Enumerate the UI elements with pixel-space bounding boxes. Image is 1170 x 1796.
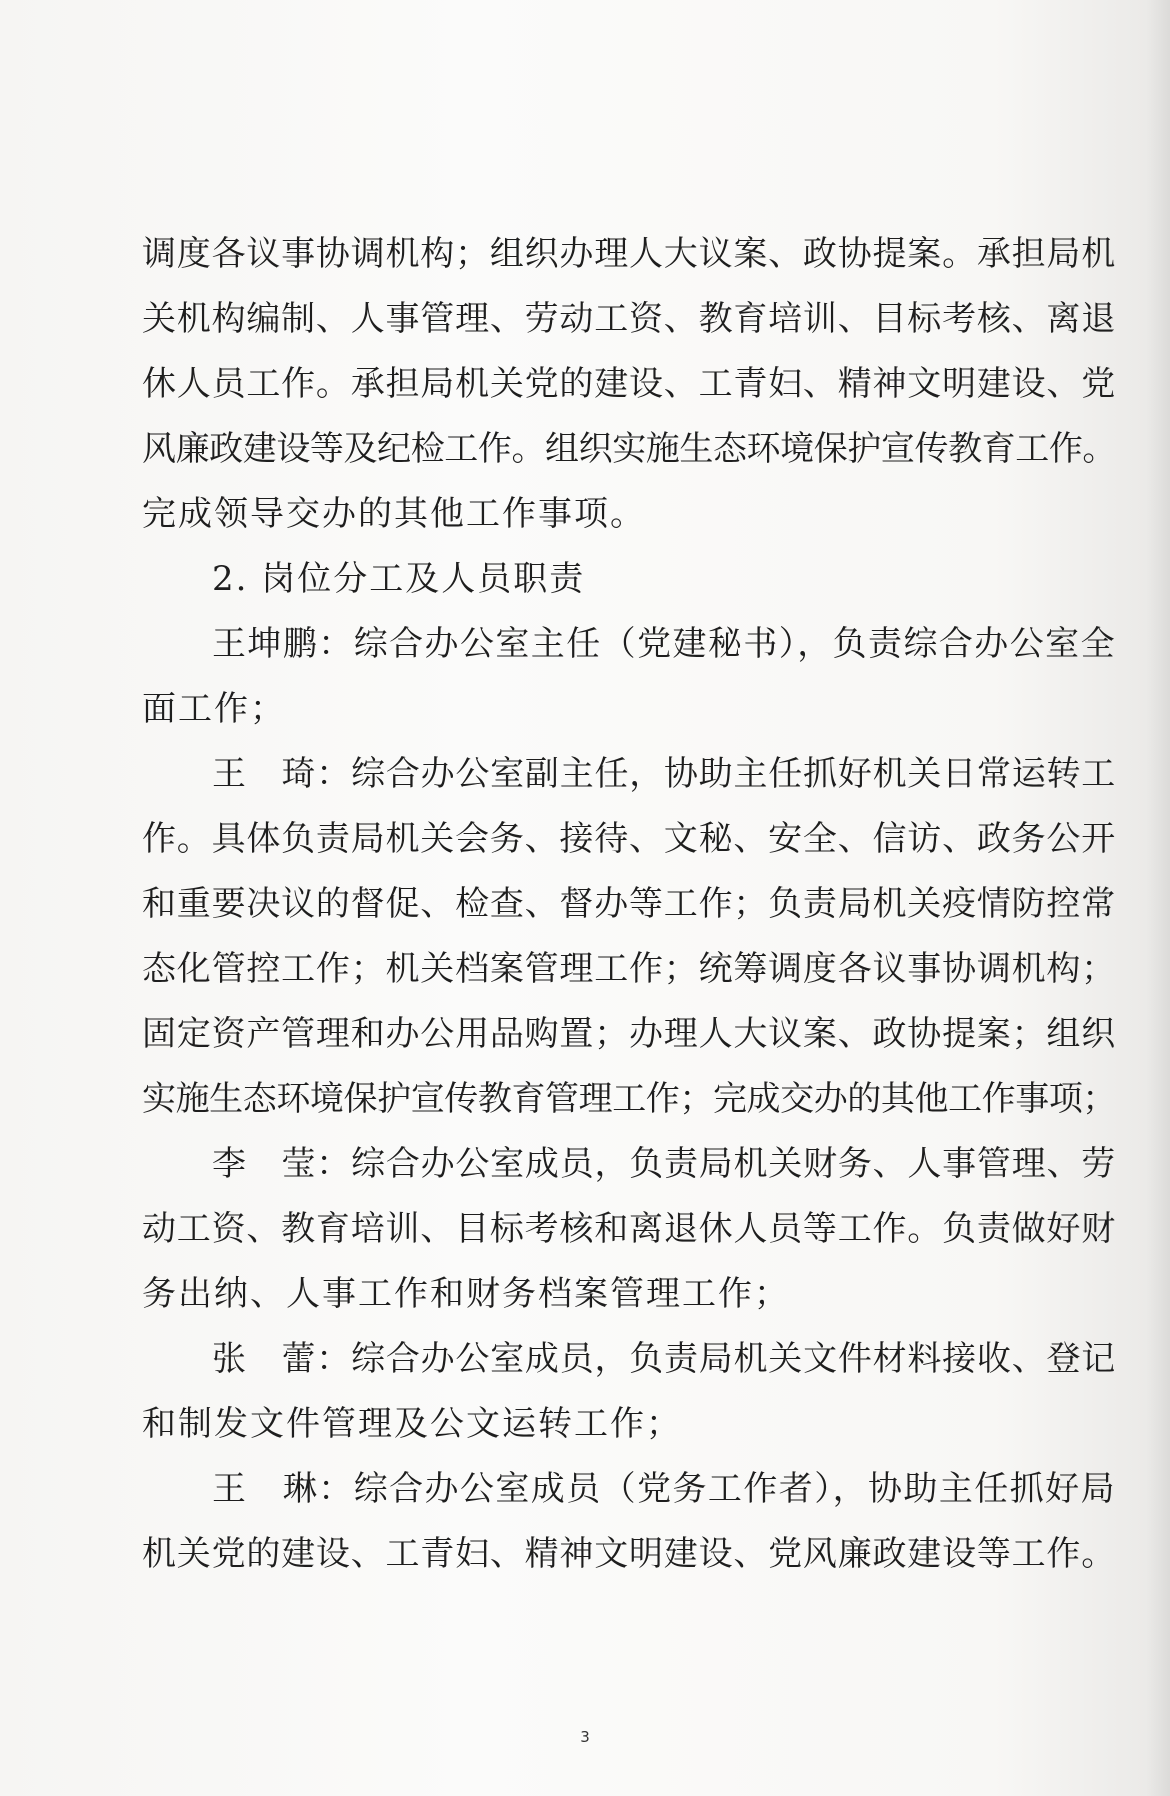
text-line: 务出纳、人事工作和财务档案管理工作； [142,1274,790,1314]
text-line: 态化管控工作；机关档案管理工作；统筹调度各议事协调机构； [142,949,1116,989]
text-line: 休人员工作。承担局机关党的建设、工青妇、精神文明建设、党 [142,364,1116,404]
text-line: 机关党的建设、工青妇、精神文明建设、党风廉政建设等工作。 [142,1534,1116,1574]
section-heading [142,547,1116,612]
text-line: 关机构编制、人事管理、劳动工资、教育培训、目标考核、离退 [142,299,1116,339]
duty-zhang-lei [142,1327,1116,1457]
text-line: 和制发文件管理及公文运转工作； [142,1404,682,1444]
text-line: 李 莹：综合办公室成员，负责局机关财务、人事管理、劳 [212,1144,1116,1184]
text-line: 和重要决议的督促、检查、督办等工作；负责局机关疫情防控常 [142,884,1116,924]
page-number: 3 [580,1728,590,1746]
text-line: 实施生态环境保护宣传教育管理工作；完成交办的其他工作事项； [142,1079,1116,1119]
text-line: 张 蕾：综合办公室成员，负责局机关文件材料接收、登记 [212,1339,1116,1379]
text-line: 完成领导交办的其他工作事项。 [142,494,646,534]
text-line: 面工作； [142,689,286,729]
text-line: 风廉政建设等及纪检工作。组织实施生态环境保护宣传教育工作。 [142,429,1116,469]
heading-text: 2. 岗位分工及人员职责 [212,559,586,599]
duty-wang-lin [142,1457,1116,1587]
text-line: 作。具体负责局机关会务、接待、文秘、安全、信访、政务公开 [142,819,1116,859]
duty-li-ying [142,1132,1116,1327]
text-line: 王 琦：综合办公室副主任，协助主任抓好机关日常运转工 [212,754,1116,794]
duty-wang-qi [142,742,1116,1132]
duty-wang-kunpeng [142,612,1116,742]
intro-paragraph [142,222,1116,547]
document-body [142,222,1116,1587]
text-line: 固定资产管理和办公用品购置；办理人大议案、政协提案；组织 [142,1014,1116,1054]
text-line: 王坤鹏：综合办公室主任（党建秘书），负责综合办公室全 [212,624,1116,664]
text-line: 王 琳：综合办公室成员（党务工作者），协助主任抓好局 [212,1469,1116,1509]
text-line: 调度各议事协调机构；组织办理人大议案、政协提案。承担局机 [142,234,1116,274]
text-line: 动工资、教育培训、目标考核和离退休人员等工作。负责做好财 [142,1209,1116,1249]
